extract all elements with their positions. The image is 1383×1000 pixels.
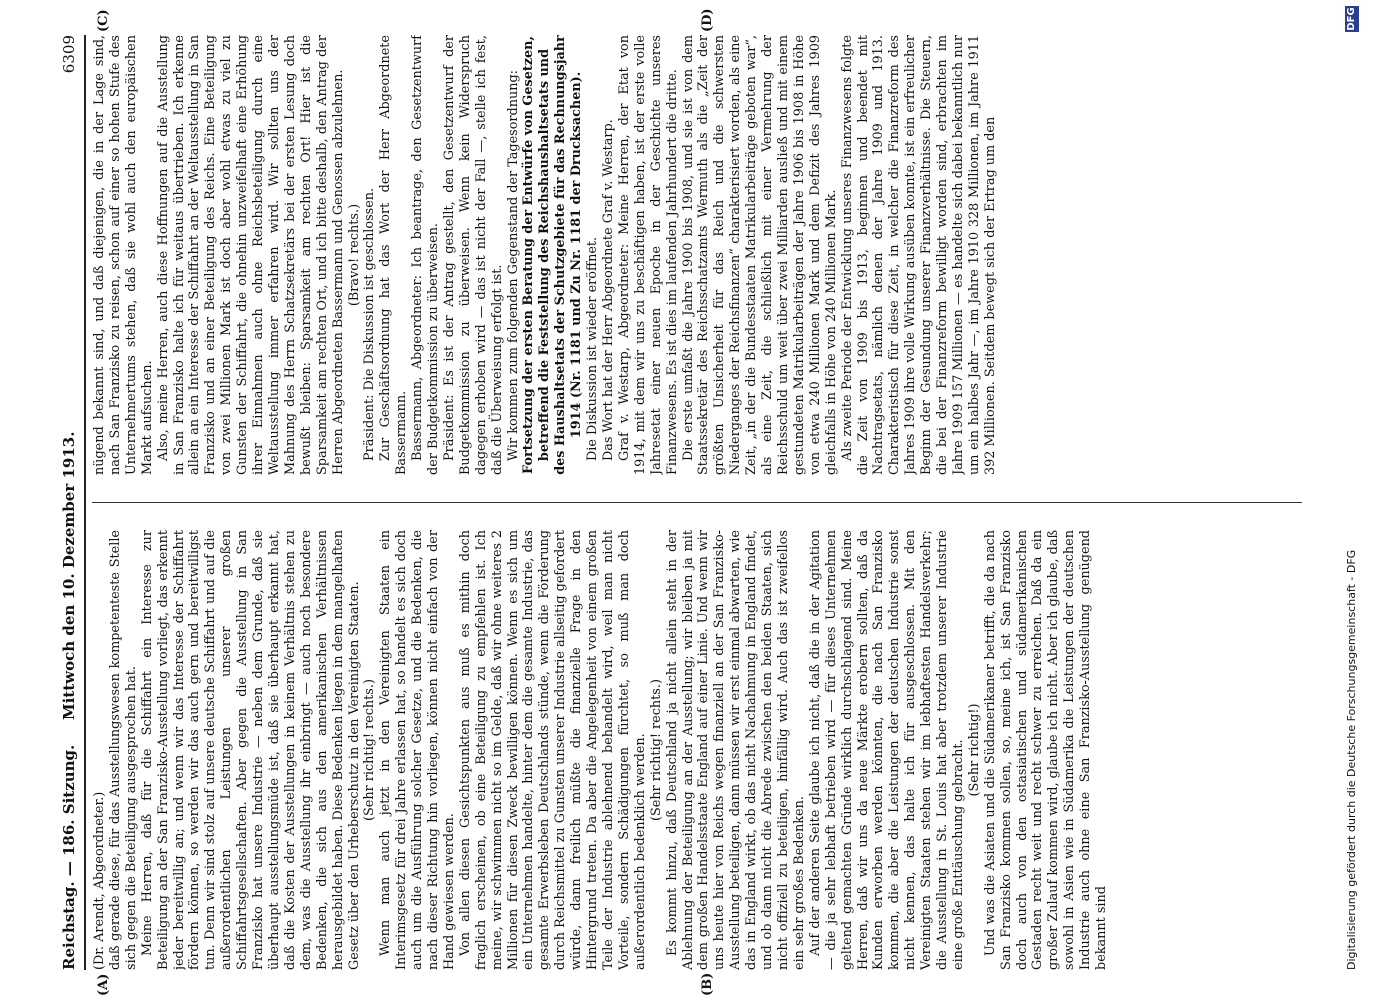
- text-column-right: [92, 35, 1312, 475]
- header-rule: [84, 35, 86, 970]
- paragraph: Graf v. Westarp, Abgeordneter: Meine Herren, der Etat von 1914, mit dem wir uns zu beschäftigen haben, ist der erste volle Jahresetat einer neuen Epoche in der Geschichte unseres Finanzwesens. Es ist dies im laufenden Jahrhundert die dritte.: [616, 35, 680, 475]
- paragraph: Zur Geschäftsordnung hat das Wort der Herr Abgeordnete Bassermann.: [378, 35, 410, 475]
- speaker-line: (Dr. Arendt, Abgeordneter.): [92, 791, 107, 970]
- interjection: (Sehr richtig!): [966, 703, 982, 797]
- paragraph: Als zweite Periode der Entwicklung unseres Finanzwesens folgte die Zeit von 1909 bis 1913, beginnen und beendet mit Nachtragsetats, nämlich denen der Jahre 1909 und 1913. Charakteristisch für diese Zeit, in welcher die Finanzreform des Jahres 1909 ihre volle Wirkung ausüben konnte, ist ein erfreulicher Beginn der Gesundung unserer Finanzverhältnisse. Die Steuern, die bei der Finanzreform bewilligt worden sind, erbrachten im Jahre 1909 157 Millionen — es handelte sich dabei bekanntlich nur um ein halbes Jahr —, im Jahre 1910 328 Millionen, im Jahre 1911 392 Millionen. Seitdem bewegt sich der Ertrag um den: [839, 35, 998, 475]
- paragraph: Die erste umfaßt die Jahre 1900 bis 1908, und sie ist von dem Staatssekretär des Reichsschatzamts Wermuth als die „Zeit der größten Unsicherheit für das Reich und die schwersten Niederganges der Reichsfinanzen“ charakterisiert worden, als eine Zeit, „in der die Bundesstaaten Matrikularbeiträge geboten war“, als eine Zeit, die schließlich mit einer Vermehrung der Reichsschuld um weit über zwei Milliarden ausließ und mit einem gestundeten Matrikularbeiträgen der Jahre 1906 bis 1908 in Höhe von etwa 240 Millionen Mark und dem Defizit des Jahres 1909 gleichfalls in Höhe von 240 Millionen Mark.: [680, 35, 839, 475]
- margin-mark-c: (C): [96, 9, 111, 32]
- interjection: (Sehr richtig! rechts.): [362, 679, 378, 821]
- paragraph: Präsident: Die Diskussion ist geschlossen.: [362, 187, 378, 461]
- paragraph: Meine Herren, daß für die Schiffahrt ein Interesse zur Beteiligung an der San Franzisko-Ausstellung vorliegt, das erkennt jeder bereitwillig an; und wenn wir das Interesse der Schiffahrt fördern können, so werden wir das auch gern und bereitwilligst tun. Denn wir sind stolz auf unsere deutsche Schiffahrt und auf die außerordentlichen Leistungen unserer großen Schiffahrtsgesellschaften. Aber gegen die Ausstellung in San Franzisko hat unsere Industrie — neben dem Grunde, daß sie überhaupt ausstellungsmüde ist, daß sie überhaupt erkannt hat, daß die Kosten der Ausstellungen in keinem Verhältnis stehen zu dem, was die Ausstellung ihr einbringt — auch noch besondere Bedenken, die sich aus den amerikanischen Verhältnissen herausgebildet haben. Diese Bedenken liegen in dem mangelhaften Gesetz über den Urheberschutz in den Vereinigten Staaten.: [139, 530, 362, 970]
- margin-mark-b: (B): [700, 972, 715, 996]
- text-column-left: [92, 530, 1312, 970]
- paragraph: Auf der anderen Seite glaube ich nicht, daß die in der Agitation — die ja sehr lebhaft betrieben wird — für dieses Unternehmen geltend gemachten Gründe wirklich durchschlagend sind. Meine Herren, daß wir uns da neue Märkte erobern sollten, daß da Kunden erworben werden könnten, die nach San Franzisko kommen, die aber die Leistungen der deutschen Industrie sonst nicht kennen, das halte ich für ausgeschlossen. Mit den Vereinigten Staaten stehen wir im lebhaftesten Handelsverkehr; die Ausstellung in St. Louis hat aber trotzdem unserer Industrie eine große Enttäuschung gebracht.: [807, 530, 966, 970]
- paragraph: Die Diskussion ist wieder eröffnet.: [585, 236, 601, 461]
- page-number: 6309: [60, 35, 78, 74]
- paragraph: Wenn man auch jetzt in den Vereinigten Staaten ein Interimsgesetz für drei Jahre erlassen hat, so handelt es sich doch auch um die Ausführung solcher Gesetze, und die Bedenken, die nach dieser Richtung hin vorliegen, können nicht einfach von der Hand gewiesen werden.: [378, 530, 457, 970]
- margin-mark-a: (A): [96, 973, 111, 996]
- page-header: [60, 35, 82, 970]
- dfg-logo: DFG: [1346, 7, 1357, 31]
- interjection: (Bravo! rechts.): [346, 203, 362, 307]
- header-session: Reichstag. — 186. Sitzung.: [60, 744, 78, 970]
- paragraph: daß gerade diese, für das Ausstellungswesen kompetenteste Stelle sich gegen die Beteiligung ausgesprochen hat.: [107, 530, 139, 970]
- digitization-credit: Digitalisierung gefördert durch die Deutsche Forschungsgemeinschaft - DFG: [1345, 549, 1358, 970]
- margin-mark-d: (D): [700, 8, 715, 32]
- interjection: (Sehr richtig! rechts.): [648, 679, 664, 821]
- paragraph: Wir kommen zum folgenden Gegenstand der Tagesordnung:: [505, 70, 521, 461]
- paragraph: nügend bekannt sind, und daß diejenigen, die in der Lage sind, nach San Franzisko zu reisen, schon auf einer so hohen Stufe des Unternehmertums stehen, daß sie wohl auch den europäischen Markt aufsuchen.: [92, 35, 155, 475]
- paragraph: Präsident: Es ist der Antrag gestellt, den Gesetzentwurf der Budgetkommission zu überweisen. Wenn kein Widerspruch dagegen erhoben wird — das ist nicht der Fall —, stelle ich fest, daß die Überweisung erfolgt ist.: [441, 35, 505, 475]
- paragraph: Es kommt hinzu, daß Deutschland ja nicht allein steht in der Ablehnung der Beteiligung an der Ausstellung; wir bleiben ja mit dem großen Handelsstaate England auf einer Linie. Und wenn wir uns heute hier von Reichs wegen finanziell an der San Franzisko-Ausstellung beteiligen, dann müssen wir erst einmal abwarten, wie das in England wirkt, ob das nicht Nachahmung in England findet, und ob dann nicht die Abrede zwischen den beiden Staaten, sich nicht offiziell zu beteiligen, hinfällig wird. Auch das ist zweifellos ein sehr großes Bedenken.: [664, 530, 807, 970]
- paragraph: Und was die Asiaten und die Südamerikaner betrifft, die da nach San Franzisko kommen sollen, so, meine ich, ist San Franzisko doch auch von den ostasiatischen und südamerikanischen Gestaden recht weit und recht schwer zu erreichen. Daß da ein großer Zulauf kommen wird, glaube ich nicht. Aber ich glaube, daß sowohl in Asien wie in Südamerika die Leistungen der deutschen Industrie auch ohne eine San Franzisko-Ausstellung genügend bekannt sind: [982, 530, 1110, 970]
- agenda-item: Fortsetzung der ersten Beratung der Entwürfe von Gesetzen, betreffend die Feststellung des Reichshaushaltsetats und des Haushaltsetats der Schutzgebiete für das Rechnungsjahr 1914 (Nr. 1181 und Zu Nr. 1181 der Drucksachen).: [521, 35, 585, 475]
- paragraph: Das Wort hat der Herr Abgeordnete Graf v. Westarp.: [601, 119, 616, 461]
- paragraph: Bassermann, Abgeordneter: Ich beantrage, den Gesetzentwurf der Budgetkommission zu überweisen.: [410, 35, 442, 475]
- paragraph: Also, meine Herren, auch diese Hoffnungen auf die Ausstellung in San Franzisko halte ich für weitaus übertrieben. Ich erkenne allein an ein Interesse der Schiffahrt an der Weltausstellung in San Franzisko und an einer Beteiligung des Reichs. Eine Beteiligung von zwei Millionen Mark ist doch aber wohl etwas zu viel zu Gunsten der Schiffahrt, die ohnehin unzweifelhaft eine Erhöhung ihrer Einnahmen auch ohne Reichsbeteiligung durch eine Weltausstellung immer erfahren wird. Wir sollten uns der Mahnung des Herrn Schatzsekretärs bei der ersten Lesung doch bewußt bleiben: Sparsamkeit am rechten Ort! Hier ist die Sparsamkeit am rechten Ort, und ich bitte deshalb, den Antrag der Herren Abgeordneten Bassermann und Genossen abzulehnen.: [155, 35, 346, 475]
- header-date: Mittwoch den 10. Dezember 1913.: [60, 431, 78, 720]
- paragraph: Von allen diesen Gesichtspunkten aus muß es mithin doch fraglich erscheinen, ob eine Beteiligung zu empfehlen ist. Ich meine, wir schwimmen nicht so im Gelde, daß wir ohne weiteres 2 Millionen für diesen Zweck bewilligen können. Wenn es sich um ein Unternehmen handelte, hinter dem die gesamte Industrie, das gesamte Erwerbsleben Deutschlands stünde, wenn die Förderung durch Reichsmittel zu Gunsten unserer Industrie allseitig gefordert würde, dann freilich müßte die finanzielle Frage in den Hintergrund treten. Da aber die Angelegenheit von einem großen Teile der Industrie ablehnend behandelt wird, weil man nicht Vorteile, sondern Schädigungen fürchtet, so muß man doch außerordentlich bedenklich werden.: [457, 530, 648, 970]
- column-divider: [92, 502, 1302, 503]
